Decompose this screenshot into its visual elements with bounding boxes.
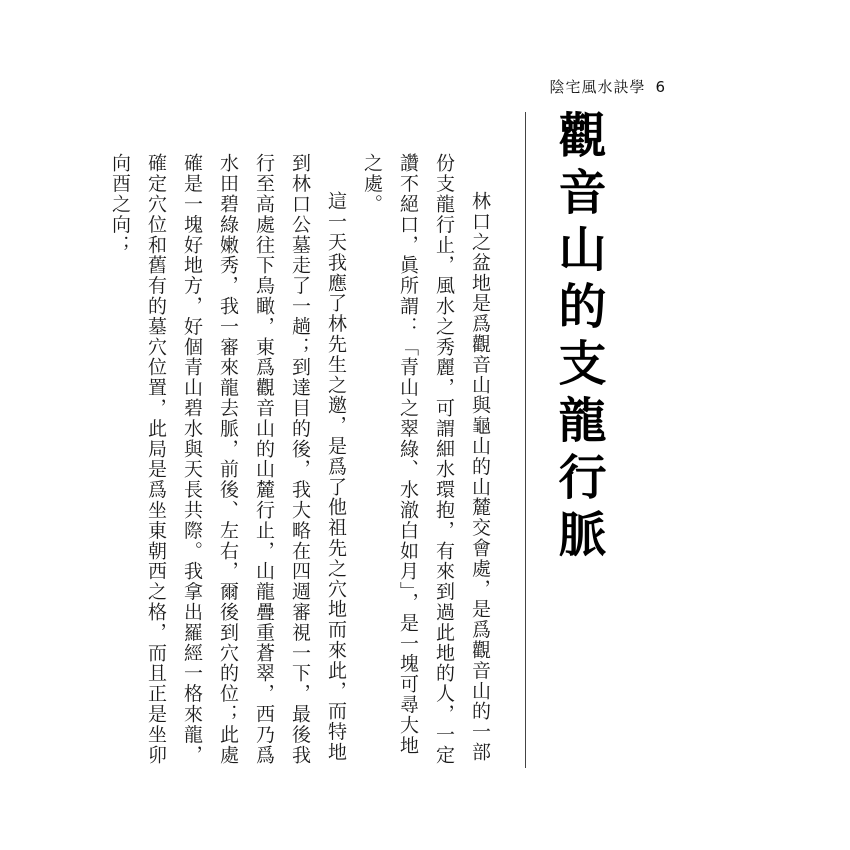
body-text	[102, 153, 498, 773]
paragraph: 這一天我應了林先生之邀，是爲了他祖先之穴地而來此，而特地到林口公墓走了一趟；到達目的後，我大略在四週審視一下，最後我行至高處往下鳥瞰，東爲觀音山的山麓行止，山龍疊重蒼翠，西乃爲水田碧綠嫩秀，我一審來龍去脈，前後、左右，爾後到穴的位；此處確是一塊好地方，好個青山碧水與天長共際。我拿出羅經一格來龍，確定穴位和舊有的墓穴位置，此局是爲坐東朝西之格，而且正是坐卯向酉之向；	[109, 153, 347, 765]
chapter-title: 觀音山的支龍行脈	[550, 110, 606, 566]
book-title: 陰宅風水訣學	[549, 78, 646, 96]
title-divider	[525, 112, 526, 768]
page-number: 6	[655, 78, 666, 96]
running-header	[549, 76, 666, 97]
paragraph: 林口之盆地是爲觀音山與龜山的山麓交會處，是爲觀音山的一部份支龍行止，風水之秀麗，可謂細水環抱，有來到過此地的人，一定讚不絕口，眞所謂：「青山之翠綠、水澈白如月」，是一塊可尋大地之處。	[361, 153, 491, 765]
